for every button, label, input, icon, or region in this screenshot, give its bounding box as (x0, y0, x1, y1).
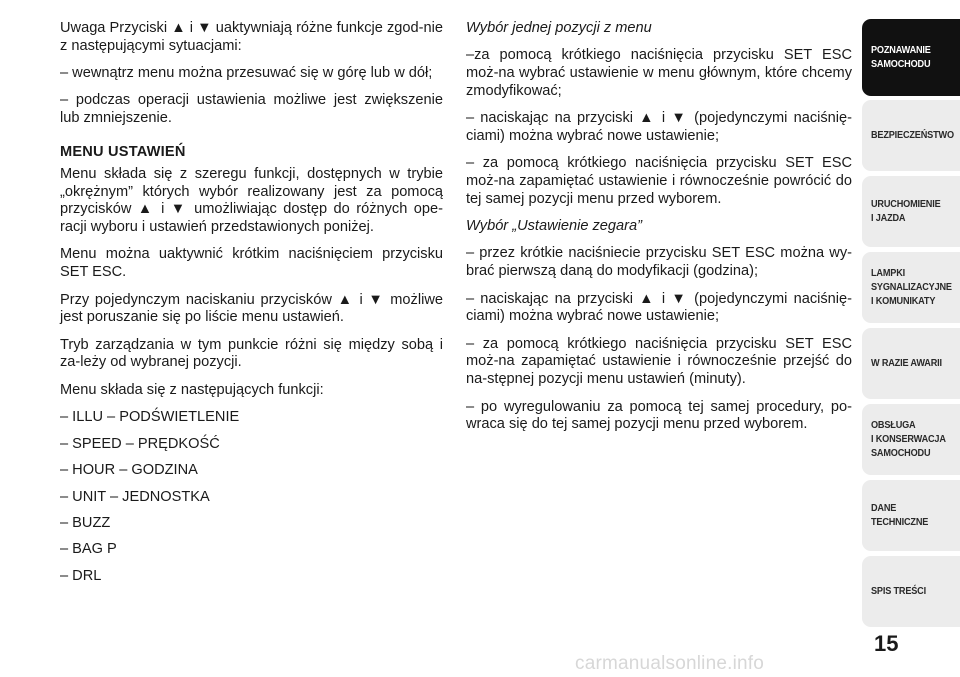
paragraph: Uwaga Przyciski ▲ i ▼ uaktywniają różne funkcje zgod-nie z następującymi sytuacjami: (60, 20, 443, 54)
list-item: – BUZZ (60, 514, 111, 531)
paragraph: – po wyregulowaniu za pomocą tej samej procedury, po-wraca się do tej samej pozycji menu przed wyborem. (466, 398, 852, 433)
subheading: Wybór „Ustawienie zegara” (466, 218, 642, 235)
paragraph: – za pomocą krótkiego naciśnięcia przycisku SET ESC moż-na zapamiętać ustawienie i równocześnie powrócić do tej samej pozycji menu przed wyborem. (466, 155, 852, 207)
chapter-tab-text: SPIS TREŚCI (871, 585, 926, 597)
paragraph: – naciskając na przyciski ▲ i ▼ (pojedynczymi naciśnię-ciami) można wybrać nowe ustawienie; (466, 110, 852, 144)
chapter-tab-label (871, 198, 956, 226)
chapter-tab-text: DANE TECHNICZNE (871, 502, 929, 528)
paragraph: Menu można uaktywnić krótkim naciśnięciem przycisku SET ESC. (60, 246, 443, 281)
chapter-tab[interactable] (862, 480, 960, 551)
chapter-tab-label (871, 267, 956, 309)
list-item: – UNIT – JEDNOSTKA (60, 488, 210, 505)
chapter-tab-text: BEZPIECZEŃSTWO (871, 129, 954, 141)
chapter-tab[interactable] (862, 176, 960, 247)
subheading: Wybór jednej pozycji z menu (466, 20, 652, 36)
paragraph: Tryb zarządzania w tym punkcie różni się między sobą i za-leży od wybranej pozycji. (60, 336, 443, 371)
paragraph: – naciskając na przyciski ▲ i ▼ (pojedynczymi naciśnię-ciami) można wybrać nowe ustawienie; (466, 290, 852, 325)
chapter-tab-text: POZNAWANIE SAMOCHODU (871, 44, 931, 70)
paragraph: – wewnątrz menu można przesuwać się w górę lub w dół; (60, 65, 433, 82)
chapter-tab-text: OBSŁUGA I KONSERWACJA SAMOCHODU (871, 419, 946, 459)
chapter-tab-text: URUCHOMIENIE I JAZDA (871, 198, 941, 224)
chapter-tab-label (871, 357, 956, 371)
page-number: 15 (874, 631, 899, 656)
list-item: – DRL (60, 567, 102, 584)
chapter-tab[interactable] (862, 404, 960, 475)
paragraph: Przy pojedynczym naciskaniu przycisków ▲ i ▼ możliwe jest poruszanie się po liście menu ustawień. (60, 291, 443, 326)
list-item: – SPEED – PRĘDKOŚĆ (60, 435, 220, 452)
chapter-tab[interactable] (862, 328, 960, 399)
chapter-tab-label (871, 502, 956, 530)
chapter-tab[interactable] (862, 252, 960, 323)
chapter-tab[interactable] (862, 556, 960, 627)
chapter-tab-text: LAMPKI SYGNALIZACYJNE I KOMUNIKATY (871, 267, 952, 307)
section-heading: MENU USTAWIEŃ (60, 143, 186, 160)
list-item: – HOUR – GODZINA (60, 462, 198, 479)
chapter-tab[interactable] (862, 100, 960, 171)
paragraph: Menu składa się z następujących funkcji: (60, 381, 324, 398)
chapter-tab-label (871, 419, 956, 461)
chapter-tabs (862, 19, 960, 632)
paragraph: – podczas operacji ustawienia możliwe jest zwiększenie lub zmniejszenie. (60, 92, 443, 127)
left-column (60, 20, 443, 594)
chapter-tab[interactable] (862, 19, 960, 96)
chapter-tab-label (871, 129, 956, 143)
paragraph: Menu składa się z szeregu funkcji, dostępnych w trybie „okrężnym” których wybór realizowany jest za pomocą przycisków ▲ i ▼ umożliwiając dostęp do różnych ope-racji wyboru i ustawień przedstawionych poniżej. (60, 165, 443, 236)
chapter-tab-label (871, 44, 956, 72)
watermark: carmanualsonline.info (575, 653, 765, 674)
paragraph: – przez krótkie naciśniecie przycisku SET ESC można wy-brać pierwszą daną do modyfikacji (godzina); (466, 245, 852, 280)
paragraph: –za pomocą krótkiego naciśnięcia przycisku SET ESC moż-na wybrać ustawienie w menu głównym, które chcemy zmodyfikować; (466, 47, 852, 99)
list-item: – BAG P (60, 541, 117, 558)
chapter-tab-label (871, 585, 956, 599)
list-item: – ILLU – PODŚWIETLENIE (60, 409, 240, 426)
paragraph: – za pomocą krótkiego naciśnięcia przycisku SET ESC moż-na zapamiętać ustawienie i równocześnie przejść do na-stępnej pozycji menu ustawień (minuty). (466, 335, 852, 388)
chapter-tab-text: W RAZIE AWARII (871, 357, 942, 369)
right-column (466, 20, 852, 444)
